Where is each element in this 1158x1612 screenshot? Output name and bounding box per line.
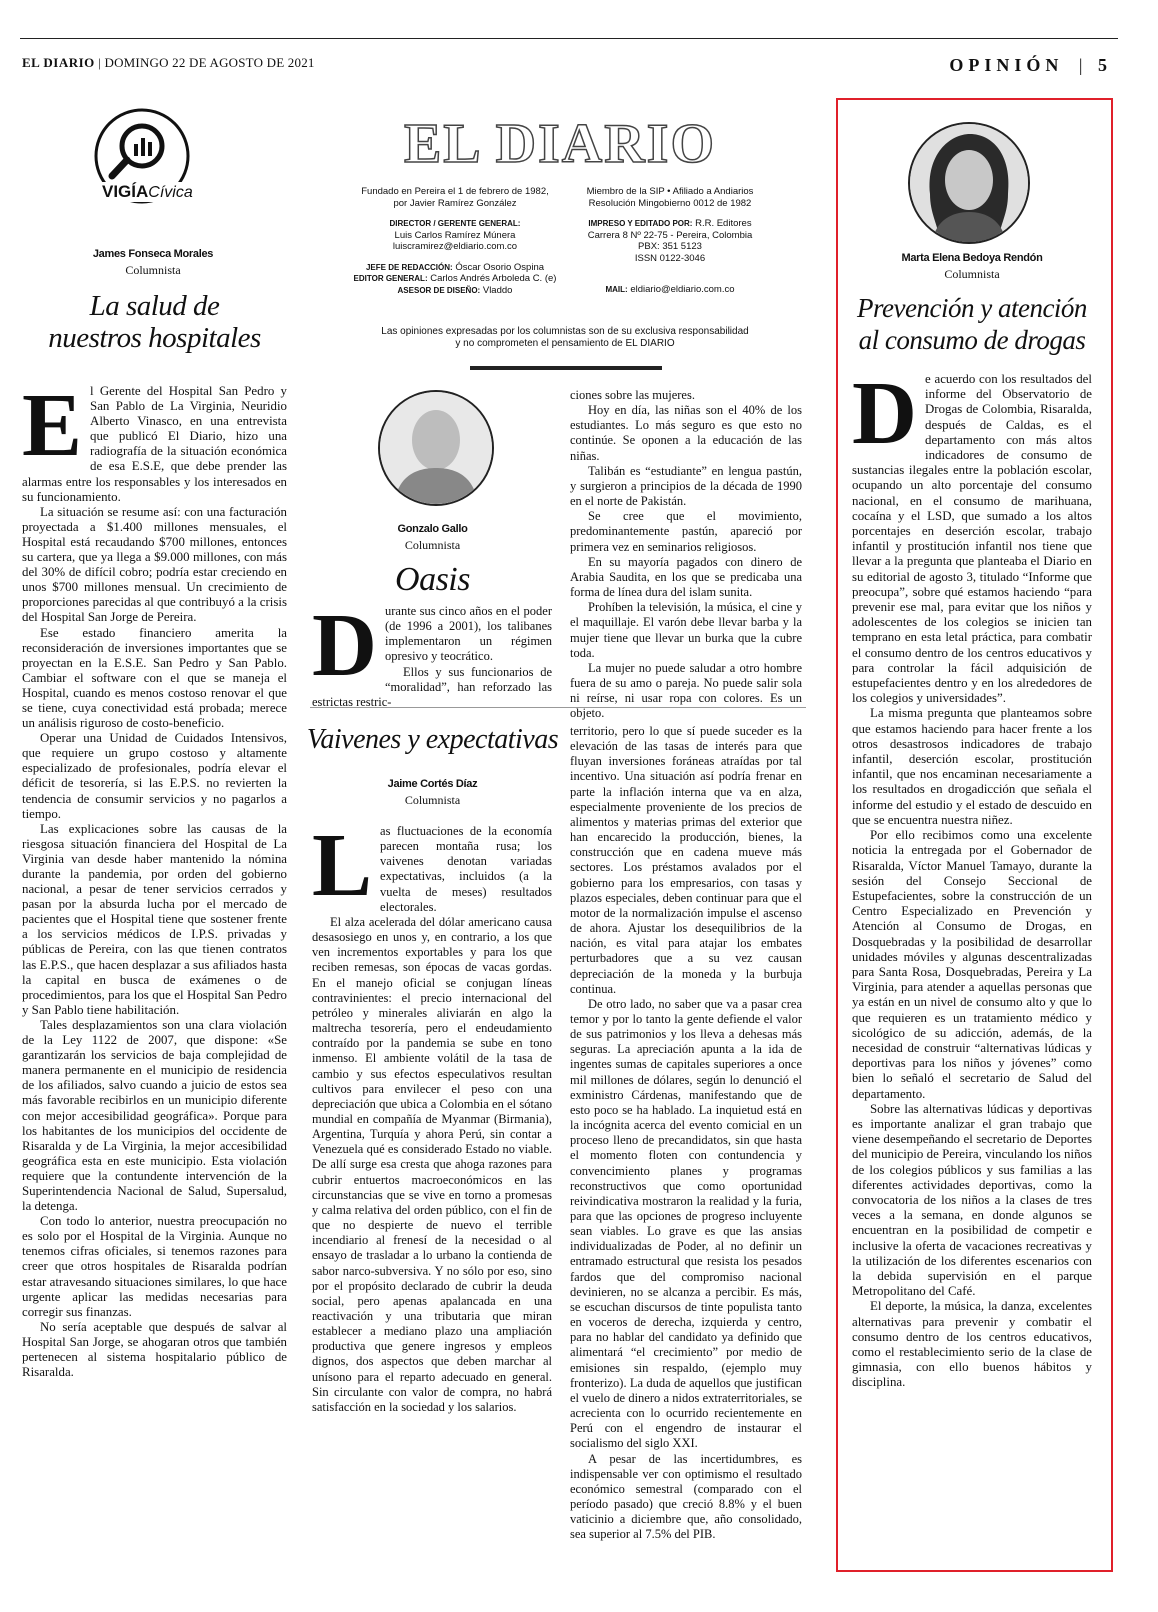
header-separator: | — [98, 55, 102, 70]
section-name: OPINIÓN — [949, 55, 1064, 75]
title-line-2: nuestros hospitales — [48, 322, 261, 354]
paragraph: El deporte, la música, la danza, excelentes alternativas para prevenir y combatir el consumo dentro de los centros educativos, como el restablecimiento serio de la clase de gimnasia, con ello buenos hábitos y disciplina. — [852, 1299, 1092, 1390]
article-title — [22, 290, 287, 354]
paragraph: A pesar de las incertidumbres, es indispensable ver con optimismo el resultado económico semestral (comparado con el período pasado) que creció 8.8% y el buen vaticinio a diciembre que, año consolidado, sea superior al 7.5% del PIB. — [570, 1451, 802, 1542]
paragraph: La misma pregunta que planteamos sobre que estamos haciendo para hacer frente a los otros desastrosos indicadores de trabajo infantil, deserción escolar, prostitución infantil, que nos encaminan necesariamente a los resultados en drogadicción que señala el informe del estudio y el estado de descuido en que se encuentra nuestra niñez. — [852, 706, 1092, 827]
issn: ISSN 0122-3046 — [634, 252, 706, 264]
drop-cap: E — [22, 376, 83, 475]
author-role: Columnista — [944, 267, 1000, 281]
paper-name: EL DIARIO — [22, 55, 95, 70]
article-title: Vaivenes y expectativas — [306, 724, 559, 755]
logo-text: EL DIARIO — [403, 113, 717, 172]
issue-date: DOMINGO 22 DE AGOSTO DE 2021 — [104, 55, 315, 70]
paragraph: Ese estado financiero amerita la reconsideración de inversiones importantes que se proyectan en la E.S.E. San Pedro y San Pablo. Cambiar el software con el que se maneja el Hospital, cuando es menos costoso renovar el que se tiene, cuya conectividad está probada; merece un análisis riguroso de costo-beneficio. — [22, 625, 287, 731]
founded-line-1: Fundado en Pereira el 1 de febrero de 1982, — [361, 186, 549, 197]
author-role: Columnista — [125, 263, 181, 277]
director-label: DIRECTOR / GERENTE GENERAL: — [389, 219, 521, 228]
article-body-left — [312, 596, 552, 710]
editor-label: EDITOR GENERAL: — [353, 274, 428, 283]
paragraph: Prohíben la televisión, la música, el cine y el maquillaje. El varón debe llevar barba y la mujer tiene que llevar un burka que la cubre toda. — [570, 600, 802, 660]
disclaimer-line-2: y no comprometen el pensamiento de EL DIARIO — [455, 337, 675, 349]
paragraph: Tales desplazamientos son una clara violación de la Ley 1122 de 2007, que dispone: «Se garantizarán los servicios de baja complejidad de manera permanente en el municipio de residencia de los afiliados, salvo cuando a juicio de estos sea más favorable recibirlos en un municipio diferente con mejor accesibilidad geográfica». Porque para los habitantes de los municipios del occidente de Risaralda y de La Virginia, la mejor accesibilidad geográfica esta en este municipio. Esta violación requiere que la contundente intervención de la Superintendencia Nacional de Salud, Supersalud, la detenga. — [22, 1017, 287, 1214]
section-divider — [310, 707, 806, 708]
paragraph: Ellos y sus funcionarios de “moralidad”, han reforzado las estrictas restric- — [312, 664, 552, 709]
paragraph: Por ello recibimos como una excelente noticia la entregada por el Gobernador de Risaralda, Víctor Manuel Tamayo, durante la sesión del Consejo Seccional de Estupefacientes, sobre la construcción de un Centro Especializado en Prevención y Atención al Consumo de Drogas, en Dosquebradas y la posibilidad de desarrollar unidades móviles y algunas descentralizadas para Santa Rosa, Dosquebradas, Pereira y La Virginia, para atender a aquellas personas que ya están en un nivel de consumo alto y que lo que requieren es un tratamiento médico y sicológico de su adicción, además, de la necesidad de construir “alternativas lúdicas y deportivas para los niños y jóvenes” como bien lo señaló el secretario de Salud del departamento. — [852, 828, 1092, 1101]
paragraph: Con todo lo anterior, nuestra preocupación no es solo por el Hospital de la Virginia. Aunque no tenemos cifras oficiales, si tenemos razones para creer que otros hospitales de Risaralda podrían estar atravesando situaciones similares, lo que hace urgente aplicar las medidas necesarias para corregir sus finanzas. — [22, 1214, 287, 1319]
member-line-1: Miembro de la SIP • Afiliado a Andiarios — [586, 186, 754, 197]
masthead-logo — [395, 112, 725, 172]
founded-line-2: por Javier Ramírez González — [393, 197, 517, 209]
paragraph: Se cree que el movimiento, predominantemente pastún, apareció por primera vez en seminarios religiosos. — [570, 509, 802, 554]
el-diario-logo — [395, 112, 725, 172]
drop-cap: L — [312, 816, 373, 915]
paragraph: Las explicaciones sobre las causas de la riesgosa situación financiera del Hospital de La Virginia van desde haber mantenido la nómina durante la pandemia, por orden del gobierno nacional, a pesar de tener servicios cerrados y pasan por la absurda lucha por el mercado de pacientes que el Hospital tiene que sostener frente a los servicios médicos de I.P.S. privadas y públicas de Pereira, con las que tienen contratos las E.P.S., que hacen desplazar a sus afiliados hasta la capital en busca de exámenes o de procedimientos, para los que el Hospital San Pedro y San Pablo tiene habilitación. — [22, 821, 287, 1017]
paragraph: Talibán es “estudiante” en lengua pastún, y surgieron a principios de la década de 1990 en el norte de Pakistán. — [570, 463, 802, 509]
mail-label: MAIL: — [605, 285, 628, 294]
masthead-disclaimer — [340, 326, 790, 349]
author-name: Gonzalo Gallo — [397, 523, 468, 535]
article-body — [22, 376, 287, 1380]
pbx: PBX: 351 5123 — [638, 241, 702, 252]
logo-word-civica: Cívica — [148, 184, 193, 201]
paragraph: No sería aceptable que después de salvar al Hospital San Jorge, se ahogaran otros que también pertenecen al sistema hospitalario público de Risaralda. — [22, 1319, 287, 1380]
masthead-bar — [470, 366, 662, 370]
page-header-right — [949, 55, 1112, 76]
paragraph: territorio, pero lo que sí puede suceder es la elevación de las tasas de interés para que fluyan inversiones foráneas atraídas por tal incentivo. Una situación así podría frenar en parte la inflación interna que va en alza, especialmente proveniente de los precios de alimentos y materias primas del exterior que han encarecido la producción, bienes, la construcción que en cadena mueve más sectores. Los préstamos avalados por el gobierno para los empresarios, con tasas y plazos especiales, deben continuar para que el motor de la normalización impulse el ascenso de ahora. Ajustar los desequilibrios de la nación, es vital para atajar los embates perturbadores que a su vez causan depreciación de la moneda y la burbuja continua. — [570, 724, 802, 996]
author-name: Jaime Cortés Díaz — [387, 778, 478, 790]
header-separator-right: | — [1078, 55, 1083, 75]
drop-cap: D — [852, 364, 917, 463]
title-line-1: Prevención y atención — [857, 293, 1087, 323]
page-number: 5 — [1098, 55, 1112, 75]
paragraph: Sobre las alternativas lúdicas y deportivas es importante analizar el gran trabajo que viene desempeñando el secretario de Deportes del municipio de Pereira, vinculando los niños de los colegios públicos y sus familias a las diferentes actividades deportivas, como la convocatoria de los niños a la clases de tres veces a la semana, en donde algunos se encuentran en la posibilidad de competir e inclusive la oferta de vacaciones recreativas y la utilización de los diferentes escenarios con la debida supervisión en el parque Metropolitano del Café. — [852, 1101, 1092, 1299]
paragraph: l Gerente del Hospital San Pedro y San Pablo de La Virginia, Neuridio Alberto Vinasco, en una entrevista que publicó El Diario, hizo una radiografía de la situación económica de esa E.S.E, que debe prender las alarmas entre los responsables y los interesados en su funcionamiento. — [22, 384, 287, 504]
asesor-name: Vladdo — [482, 284, 513, 296]
title-line-2: al consumo de drogas — [858, 325, 1086, 355]
title-line-1: La salud de — [89, 290, 220, 322]
director-name: Luis Carlos Ramírez Múnera — [394, 229, 516, 241]
jefe-name: Óscar Osorio Ospina — [455, 261, 545, 273]
logo-word-vigia: VIGÍA — [102, 182, 149, 201]
avatar — [908, 122, 1030, 244]
page-header-left — [22, 55, 315, 71]
paragraph: e acuerdo con los resultados del informe del Observatorio de Drogas de Colombia, Risaralda, después de Caldas, es el departamento con más altos indicadores de consumo de sustancias ilegales entre la población escolar, ocupando un alto porcentaje del consumo nacional, en el consumo de marihuana, cocaína y el LSD, que sumado a los altos porcentajes en deserción escolar, trabajo infantil y prostitución infantil nos tiene que llevar a la pregunta que planteaba el Diario en su editorial de agosto 3, titulado “Informe que preocupa”, sobre qué estamos haciendo “para prevenir ese mal, para evitar que los niños y adolescentes de los colegios se inicien tan temprano en esta letal práctica, para combatir el consumo dentro de los centros educativos y para controlar la fácil adquisición de estupefacientes dentro y en los alrededores de los colegios y universidades”. — [852, 372, 1092, 706]
disclaimer-line-1: Las opiniones expresadas por los columnistas son de su exclusiva responsabilidad — [381, 326, 749, 337]
portrait-icon — [380, 392, 492, 504]
member-line-2: Resolución Mingobierno 0012 de 1982 — [588, 197, 752, 209]
paragraph: De otro lado, no saber que va a pasar crea temor y por lo tanto la gente defiende el valor de sus patrimonios y los lleva a dehesas más seguras. La apreciación apunta a la ida de ingentes sumas de capitales superiores a once mil millones de dólares, según lo denunció el exministro Cárdenas, manifestando que de esto poco se ha hablado. La inquietud está en la incógnita acerca del evento comicial en un proceso lleno de precandidatos, sin que hasta el momento floten con contundencia y convencimiento planes y programas reconstructivos que como oportunidad reivindicativa mostraron la realidad y la furia, para que las opciones de progreso incluyente sean viables. Lo grave es que las ansias individualizadas de Poder, al no definir un entramado estructural que resista los pesados fardos que del compromiso nacional devinieren, no se alcanza a percibir. Es más, se escuchan discursos de tinte populista tanto en voceros de derecha, izquierda y centro, para no hablar del candidato ya definido que alimentará “el crecimiento” por medio de emisiones sin respaldo, (ejemplo muy fronterizo). La duda de aquellos que justifican el vuelo de dinero a nidos extraterritoriales, se acrecienta con lo ocurrido recientemente en Perú con el engendro de instaurar el socialismo del siglo XXI. — [570, 996, 802, 1451]
article-body — [852, 364, 1092, 1391]
article-title: Oasis — [395, 561, 470, 598]
avatar — [378, 390, 494, 506]
mail-address: eldiario@eldiario.com.co — [630, 284, 735, 295]
paragraph: ciones sobre las mujeres. — [570, 388, 695, 402]
article-title — [846, 292, 1098, 356]
paragraph: La mujer no puede saludar a otro hombre fuera de su amo o pareja. No puede salir sola ni reírse, ni usar ropa con colores. Es un objeto. — [570, 660, 802, 721]
drop-cap: D — [312, 596, 377, 695]
jefe-label: JEFE DE REDACCIÓN: — [365, 262, 453, 272]
vigia-civica-logo — [82, 104, 202, 234]
paragraph: En su mayoría pagados con dinero de Arabia Saudita, en los que se predicaba una forma de línea dura del islam sunita. — [570, 554, 802, 600]
editor-name: Carlos Andrés Arboleda C. (e) — [430, 273, 557, 284]
paragraph: El alza acelerada del dólar americano causa desasosiego en unos y, en contrario, a los que ven incrementos exportables y para los que reciben remesas, son épocas de vacas gordas. En el manejo oficial se conjugan líneas contravinientes: el precio internacional del petróleo y minerales aliviarán en algo la maltrecha tesorería, pero el endeudamiento contraído por la pandemia se sube en tono inmenso. El ambiente volátil de la tasa de cambio y sus efectos especulativos resultan cultivos para envilecer el peso con una depreciación que ubica a Colombia en el sótano mundial en compañía de Myanmar (Birmania), Argentina, Turquía y ahora Perú, sin contar a Venezuela qué es considerado Estado no viable. De allí surge esa cresta que ahoga razones para cubrir entuertos macroeconómicos en las circunstancias que se vive en torno a promesas y calma relativa del orden público, con el fin de que no despierte de nuevo el terrible incendiario al frenesí de la necesidad o al ensayo de trasladar a lo urbano la contienda de sabor narco-subversiva. Y no sólo por eso, sino por el propósito declarado de cubrir la deuda social, pero apenas apalancada en una reactivación y una tributaria que miran establecer a mediano plazo una ampliación productiva que genere ingresos y empleos dignos, dos aspectos que deben marchar al unísono para el reparto adecuado en general. Sin circulante con valor de compra, no habrá satisfacción en la sociedad y los salarios. — [312, 914, 552, 1414]
masthead-right-block — [565, 186, 775, 296]
article-body-right — [570, 724, 802, 1542]
author-name: James Fonseca Morales — [92, 248, 214, 260]
paragraph: Hoy en día, las niñas son el 40% de los estudiantes. Lo más seguro es que esto no continúe. Se oponen a la educación de las niñas. — [570, 403, 802, 463]
paragraph: La situación se resume así: con una facturación proyectada a $1.400 millones mensuales, el Hospital está recaudando $700 millones, entonces su cartera, que ya llega a $9.000 millones, con más del 30% de difícil cobro; podría estar creciendo en unos $700 millones mensual. Un crecimiento de proporciones parecidas al que contribuyó a la crisis del Hospital San Jorge de Pereira. — [22, 504, 287, 625]
author-role: Columnista — [404, 538, 461, 552]
director-email: luiscramirez@eldiario.com.co — [392, 241, 518, 252]
author-role: Columnista — [404, 793, 461, 807]
asesor-label: ASESOR DE DISEÑO: — [397, 285, 481, 295]
top-rule — [20, 38, 1118, 39]
paragraph: Operar una Unidad de Cuidados Intensivos, que requiere un grupo costoso y altamente especializado de profesionales, podría elevar el déficit de tesorería, si las E.P.S. no revierten la tendencia de consumir servicios y no pagarlos a tiempo. — [22, 731, 287, 821]
article-body-left — [312, 816, 552, 1415]
article-body-right — [570, 388, 802, 721]
address: Carrera 8 Nº 22-75 - Pereira, Colombia — [587, 229, 753, 241]
author-name: Marta Elena Bedoya Rendón — [901, 252, 1043, 264]
masthead-left-block — [345, 186, 565, 296]
paragraph: urante sus cinco años en el poder (de 1996 a 2001), los talibanes implementaron un régimen opresivo y teocrático. — [385, 604, 552, 664]
portrait-icon — [910, 124, 1028, 242]
impreso-name: R.R. Editores — [695, 218, 752, 229]
paragraph: as fluctuaciones de la economía parecen montaña rusa; los vaivenes denotan variadas expectativas, incluidos (a la vuelta de meses) resultados electorales. — [380, 824, 552, 914]
magnifier-icon — [82, 104, 202, 224]
impreso-label: IMPRESO Y EDITADO POR: — [588, 219, 693, 228]
